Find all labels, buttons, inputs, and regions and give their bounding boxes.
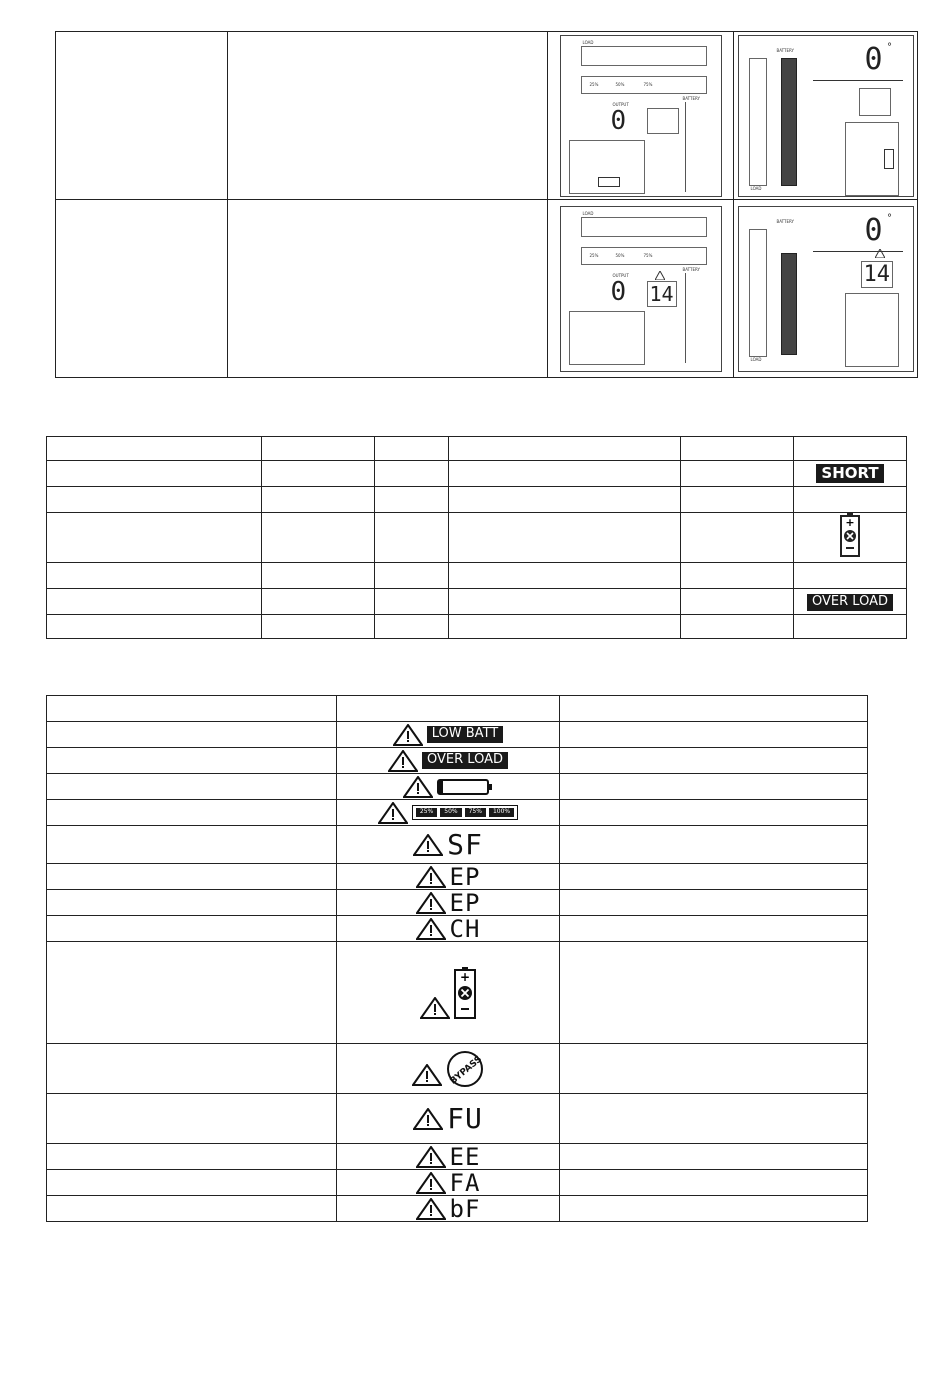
lcd-battery-bar [581, 76, 707, 94]
fault-code: bF [449, 1194, 481, 1223]
lcd-hline [813, 80, 903, 81]
warning-icon [403, 776, 433, 798]
lcd-output-digit: 0 [610, 105, 627, 136]
table-row [47, 1196, 868, 1222]
lcd-mark-50: 50% [615, 81, 625, 87]
warning-icon [388, 750, 418, 772]
table-cell [228, 200, 548, 378]
battery-level-bar [412, 805, 518, 820]
bypass-label: BYPASS [448, 1053, 484, 1087]
fault-code: CH [449, 914, 481, 943]
lcd-divider [685, 273, 686, 363]
table-cell [548, 32, 734, 200]
level-mark: 50% [440, 808, 461, 817]
battery-icon [598, 177, 620, 187]
fault-table [46, 436, 907, 639]
level-mark: 100% [489, 808, 514, 817]
lcd-side-display-fault [738, 206, 914, 372]
table-row [47, 563, 907, 589]
table-row [47, 461, 907, 487]
level-mark: 75% [465, 808, 486, 817]
warning-icon [416, 1146, 446, 1168]
lcd-mark-25: 25% [589, 252, 599, 258]
table-row [47, 1044, 868, 1094]
table-row [47, 826, 868, 864]
warning-icon [416, 918, 446, 940]
lcd-status-box [569, 311, 645, 365]
short-tag: SHORT [816, 464, 883, 483]
warning-icon [378, 802, 408, 824]
warning-icon [416, 892, 446, 914]
table-row [47, 916, 868, 942]
table-row [47, 774, 868, 800]
lcd-top-unit: ° [886, 41, 893, 53]
lcd-output-label: OUTPUT [612, 272, 629, 278]
lcd-load-bar [581, 217, 707, 237]
table-row [47, 748, 868, 774]
lcd-status-box [569, 140, 645, 194]
lcd-fault-code: 14 [861, 261, 894, 288]
lcd-load-side-label: LOAD [750, 356, 762, 362]
battery-fault-icon [840, 513, 860, 557]
warning-icon [416, 866, 446, 888]
warning-icon [416, 1198, 446, 1220]
fault-code: FU [447, 1101, 483, 1135]
lcd-battery-bar [581, 247, 707, 265]
lcd-side-status-box [845, 293, 899, 367]
battery-icon [884, 149, 894, 169]
table-cell [734, 32, 918, 200]
svg-text:+: + [459, 969, 471, 984]
lcd-load-label: LOAD [582, 210, 594, 216]
lcd-divider [685, 102, 686, 192]
lcd-example-table [55, 31, 918, 378]
lcd-battery-label: BATTERY [682, 95, 700, 101]
battery-icon [437, 778, 493, 796]
fault-code: EE [449, 1142, 481, 1171]
lcd-mark-75: 75% [643, 81, 653, 87]
lcd-front-display [560, 35, 722, 197]
lcd-side-status-box [845, 122, 899, 196]
battery-fault-icon [454, 967, 476, 1019]
table-row [56, 32, 918, 200]
warning-icon [416, 1172, 446, 1194]
table-cell [56, 32, 228, 200]
table-row [47, 615, 907, 639]
fault-code: FA [449, 1168, 481, 1197]
table-row [47, 589, 907, 615]
lcd-front-display-fault [560, 206, 722, 372]
lcd-load-column [749, 229, 767, 357]
table-cell [734, 200, 918, 378]
table-cell [548, 200, 734, 378]
overload-tag: OVER LOAD [422, 752, 508, 768]
lcd-mark-50: 50% [615, 252, 625, 258]
lcd-battery-side-label: BATTERY [776, 47, 794, 53]
table-row [47, 487, 907, 513]
table-row [56, 200, 918, 378]
table-row [47, 942, 868, 1044]
table-row [47, 864, 868, 890]
lcd-fault-code: 14 [647, 281, 677, 307]
lcd-load-column [749, 58, 767, 186]
lcd-load-side-label: LOAD [750, 185, 762, 191]
lcd-top-digit: 0 [864, 41, 883, 77]
bypass-icon [446, 1050, 484, 1088]
warning-icon [655, 271, 665, 280]
warning-icon [413, 1108, 443, 1130]
lcd-battery-column [781, 58, 797, 186]
table-row [47, 1144, 868, 1170]
lcd-battery-label: BATTERY [682, 266, 700, 272]
table-row [47, 890, 868, 916]
lcd-battery-column [781, 253, 797, 355]
warning-icon [412, 1064, 442, 1086]
lcd-battery-side-label: BATTERY [776, 218, 794, 224]
table-row [47, 800, 868, 826]
warning-icon [875, 249, 885, 258]
lcd-hline [813, 251, 903, 252]
warning-icon [420, 997, 450, 1019]
table-row [47, 437, 907, 461]
lcd-fault-box [647, 108, 679, 134]
table-row [47, 1170, 868, 1196]
warning-icon [393, 724, 423, 746]
lcd-top-digit: 0 [864, 212, 883, 248]
fault-code: SF [447, 827, 483, 861]
table-row [47, 513, 907, 563]
table-cell [228, 32, 548, 200]
table-cell [56, 200, 228, 378]
table-row [47, 696, 868, 722]
overload-tag: OVER LOAD [807, 594, 893, 610]
lcd-output-label: OUTPUT [612, 101, 629, 107]
table-row [47, 1094, 868, 1144]
warning-icon [413, 834, 443, 856]
low-batt-tag: LOW BATT [427, 726, 503, 742]
table-row [47, 722, 868, 748]
lcd-side-display [738, 35, 914, 197]
lcd-mark-75: 75% [643, 252, 653, 258]
lcd-fault-box [859, 88, 891, 116]
lcd-load-bar [581, 46, 707, 66]
lcd-output-digit: 0 [610, 276, 627, 307]
lcd-mark-25: 25% [589, 81, 599, 87]
fault-code: EP [449, 862, 481, 891]
lcd-top-unit: ° [886, 212, 893, 224]
lcd-load-label: LOAD [582, 39, 594, 45]
warning-table [46, 695, 868, 1222]
level-mark: 25% [416, 808, 437, 817]
svg-text:+: + [845, 516, 855, 529]
fault-code: EP [449, 888, 481, 917]
